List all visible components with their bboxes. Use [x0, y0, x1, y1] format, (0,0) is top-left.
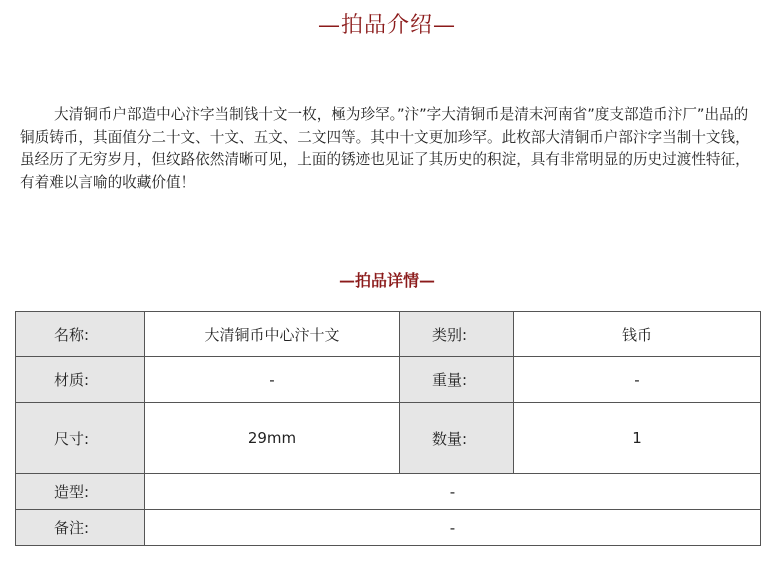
details-table — [15, 311, 761, 546]
table-row — [16, 357, 761, 403]
page-title: —拍品介绍— — [317, 13, 456, 38]
shape-label: 造型: — [54, 483, 90, 501]
quantity-label: 数量: — [432, 429, 468, 448]
size-label: 尺寸: — [54, 429, 90, 448]
table-row — [16, 403, 761, 474]
intro-paragraph: 大清铜币户部造中心汴字当制钱十文一枚，極为珍罕。”汴”字大清铜币是清末河南省”度支部造币汴厂”出品的铜质铸币，其面值分二十文、十文、五文、二文四等。其中十文更加珍罕。此枚部大清铜币户部汴字当制十文钱，虽经历了无穷岁月，但纹路依然清晰可见，上面的锈迹也见证了其历史的积淀，具有非常明显的历史过渡性特征，有着难以言喻的收藏价值！ — [20, 106, 750, 191]
material-label-cell — [16, 357, 145, 403]
name-value: 大清铜币中心汴十文 — [145, 312, 400, 357]
weight-value: - — [514, 357, 761, 403]
material-value: - — [145, 357, 400, 403]
quantity-value: 1 — [514, 403, 761, 474]
shape-value: - — [145, 474, 761, 510]
table-row — [16, 474, 761, 510]
remarks-value: - — [145, 510, 761, 546]
quantity-label-cell — [400, 403, 514, 474]
weight-label-cell — [400, 357, 514, 403]
shape-label-cell — [16, 474, 145, 510]
material-label: 材质: — [54, 371, 90, 389]
remarks-label-cell — [16, 510, 145, 546]
table-row — [16, 510, 761, 546]
category-value: 钱币 — [514, 312, 761, 357]
name-label-cell — [16, 312, 145, 357]
name-label: 名称: — [54, 325, 90, 344]
weight-label: 重量: — [432, 371, 468, 389]
size-label-cell — [16, 403, 145, 474]
details-heading: —拍品详情— — [338, 271, 435, 290]
category-label-cell — [400, 312, 514, 357]
remarks-label: 备注: — [54, 519, 90, 537]
table-row — [16, 312, 761, 357]
size-value: 29mm — [145, 403, 400, 474]
category-label: 类别: — [432, 325, 468, 344]
